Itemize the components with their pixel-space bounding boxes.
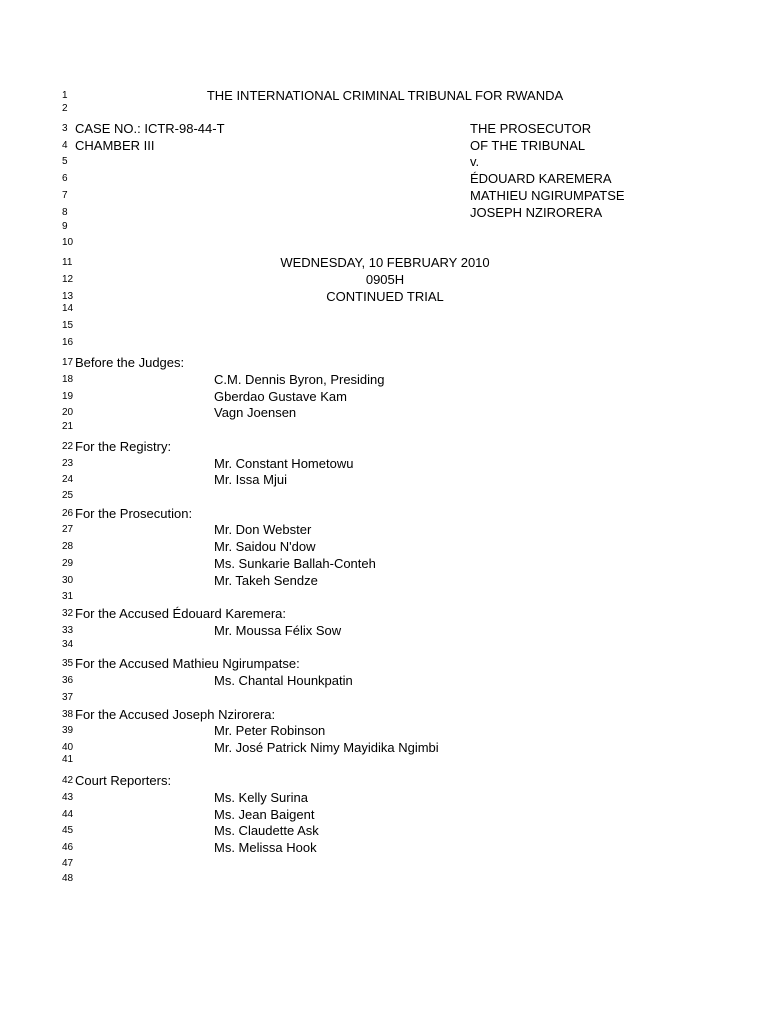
session-time: 0905H [365, 272, 405, 287]
party-line [0, 170, 770, 187]
line-number: 23 [62, 458, 74, 469]
judge-line [0, 404, 770, 421]
line-number: 14 [62, 303, 74, 314]
line-number: 10 [62, 237, 74, 248]
line-number: 32 [62, 608, 74, 619]
line-number: 6 [62, 173, 68, 184]
party-5: MATHIEU NGIRUMPATSE [470, 188, 625, 203]
line-number: 3 [62, 123, 68, 134]
party-1: THE PROSECUTOR [470, 121, 592, 136]
ngirumpatse-heading-line [0, 655, 770, 672]
judge-name: Vagn Joensen [214, 405, 297, 420]
line-number: 37 [62, 692, 74, 703]
nzirorera-counsel: Mr. José Patrick Nimy Mayidika Ngimbi [214, 740, 439, 755]
reporter-name: Ms. Claudette Ask [214, 823, 319, 838]
line-number: 21 [62, 421, 74, 432]
party-6: JOSEPH NZIRORERA [470, 205, 603, 220]
line-number: 5 [62, 156, 68, 167]
chamber: CHAMBER III [75, 138, 155, 153]
karemera-heading-line [0, 605, 770, 622]
line-number: 2 [62, 103, 68, 114]
case-line [0, 120, 770, 137]
line-number: 19 [62, 391, 74, 402]
judges-heading: Before the Judges: [75, 355, 185, 370]
karemera-counsel: Mr. Moussa Félix Sow [214, 623, 342, 638]
reporter-line [0, 822, 770, 839]
nzirorera-counsel: Mr. Peter Robinson [214, 723, 326, 738]
line-number: 41 [62, 754, 74, 765]
line-number: 43 [62, 792, 74, 803]
judge-name: C.M. Dennis Byron, Presiding [214, 372, 385, 387]
line-number: 40 [62, 742, 74, 753]
party-line [0, 153, 770, 170]
party-line [0, 204, 770, 221]
reporter-line [0, 789, 770, 806]
line-number: 48 [62, 873, 74, 884]
line-number: 1 [62, 90, 68, 101]
line-number: 46 [62, 842, 74, 853]
line-number: 8 [62, 207, 68, 218]
prosecution-heading-line [0, 505, 770, 522]
session-date-line [0, 254, 770, 271]
nzirorera-heading-line [0, 706, 770, 723]
line-number: 35 [62, 658, 74, 669]
line-number: 44 [62, 809, 74, 820]
registry-heading: For the Registry: [75, 439, 172, 454]
registry-name: Mr. Issa Mjui [214, 472, 287, 487]
line-number: 45 [62, 825, 74, 836]
line-number: 9 [62, 221, 68, 232]
registry-heading-line [0, 438, 770, 455]
prosecution-line [0, 521, 770, 538]
line-number: 33 [62, 625, 74, 636]
line-number: 26 [62, 508, 74, 519]
prosecution-name: Ms. Sunkarie Ballah-Conteh [214, 556, 376, 571]
line-number: 11 [62, 257, 73, 268]
party-3: v. [470, 154, 480, 169]
line-number: 12 [62, 274, 74, 285]
session-type-line [0, 288, 770, 305]
line-number: 31 [62, 591, 74, 602]
line-number: 28 [62, 541, 74, 552]
case-number: CASE NO.: ICTR-98-44-T [75, 121, 225, 136]
tribunal-title: THE INTERNATIONAL CRIMINAL TRIBUNAL FOR RWANDA [206, 88, 564, 103]
prosecution-line [0, 555, 770, 572]
party-4: ÉDOUARD KAREMERA [470, 171, 612, 186]
ngirumpatse-line [0, 672, 770, 689]
nzirorera-line [0, 739, 770, 756]
line-number: 17 [62, 357, 74, 368]
registry-line [0, 471, 770, 488]
ngirumpatse-counsel: Ms. Chantal Hounkpatin [214, 673, 353, 688]
line-number: 29 [62, 558, 74, 569]
title-line [0, 87, 770, 104]
line-number: 34 [62, 639, 74, 650]
prosecution-name: Mr. Saidou N'dow [214, 539, 316, 554]
chamber-line [0, 137, 770, 154]
karemera-line [0, 622, 770, 639]
reporter-name: Ms. Melissa Hook [214, 840, 317, 855]
line-number: 15 [62, 320, 74, 331]
reporters-heading-line [0, 772, 770, 789]
judge-name: Gberdao Gustave Kam [214, 389, 347, 404]
session-time-line [0, 271, 770, 288]
judge-line [0, 388, 770, 405]
reporter-name: Ms. Kelly Surina [214, 790, 308, 805]
line-number: 16 [62, 337, 74, 348]
line-number: 25 [62, 490, 74, 501]
line-number: 24 [62, 474, 74, 485]
line-number: 27 [62, 524, 74, 535]
reporter-line [0, 839, 770, 856]
judge-line [0, 371, 770, 388]
prosecution-name: Mr. Takeh Sendze [214, 573, 318, 588]
line-number: 30 [62, 575, 74, 586]
session-type: CONTINUED TRIAL [326, 289, 444, 304]
reporter-name: Ms. Jean Baigent [214, 807, 315, 822]
karemera-heading: For the Accused Édouard Karemera: [75, 606, 287, 621]
registry-name: Mr. Constant Hometowu [214, 456, 354, 471]
line-number: 4 [62, 140, 68, 151]
line-number: 18 [62, 374, 74, 385]
prosecution-line [0, 538, 770, 555]
party-line [0, 187, 770, 204]
judges-heading-line [0, 354, 770, 371]
reporters-heading: Court Reporters: [75, 773, 172, 788]
nzirorera-heading: For the Accused Joseph Nzirorera: [75, 707, 276, 722]
line-number: 47 [62, 858, 74, 869]
line-number: 20 [62, 407, 74, 418]
line-number: 42 [62, 775, 74, 786]
ngirumpatse-heading: For the Accused Mathieu Ngirumpatse: [75, 656, 300, 671]
line-number: 13 [62, 291, 74, 302]
line-number: 39 [62, 725, 74, 736]
session-date: WEDNESDAY, 10 FEBRUARY 2010 [280, 255, 490, 270]
prosecution-line [0, 572, 770, 589]
reporter-line [0, 806, 770, 823]
prosecution-heading: For the Prosecution: [75, 506, 193, 521]
line-number: 7 [62, 190, 68, 201]
line-number: 38 [62, 709, 74, 720]
prosecution-name: Mr. Don Webster [214, 522, 312, 537]
line-number: 22 [62, 441, 74, 452]
nzirorera-line [0, 722, 770, 739]
registry-line [0, 455, 770, 472]
party-2: OF THE TRIBUNAL [470, 138, 586, 153]
line-number: 36 [62, 675, 74, 686]
